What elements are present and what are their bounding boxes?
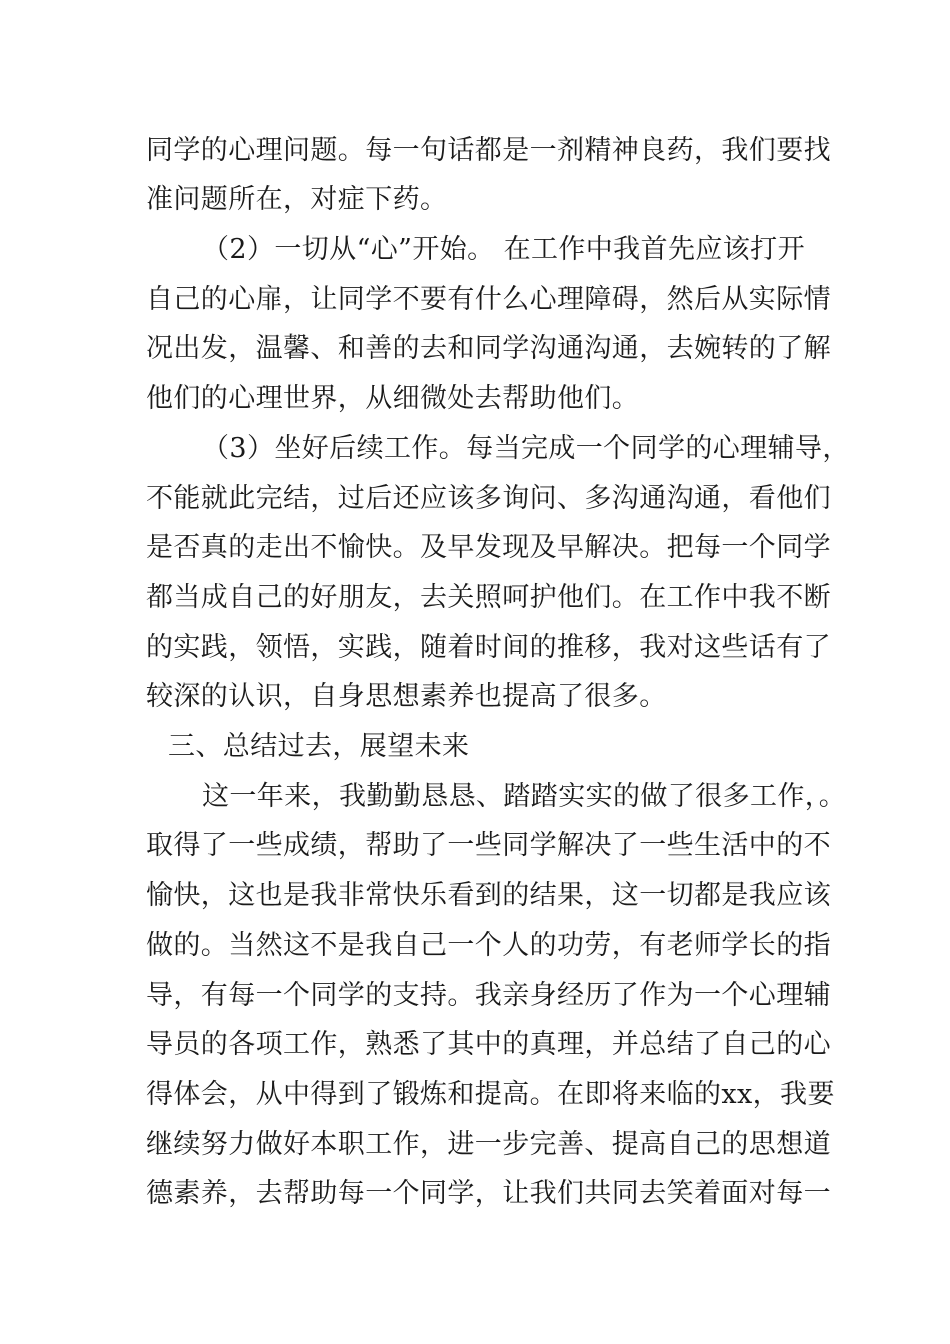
text-line: 导员的各项工作，熟悉了其中的真理，并总结了自己的心	[146, 1029, 831, 1060]
text-line: 同学的心理问题。每一句话都是一剂精神良药，我们要找	[146, 135, 831, 166]
text-line: 都当成自己的好朋友，去关照呵护他们。在工作中我不断	[146, 582, 831, 613]
text-line: 是否真的走出不愉快。及早发现及早解决。把每一个同学	[146, 532, 831, 563]
text-line: 德素养，去帮助每一个同学，让我们共同去笑着面对每一	[146, 1178, 831, 1209]
text-line: 愉快，这也是我非常快乐看到的结果，这一切都是我应该	[146, 880, 831, 911]
text-line: 自己的心扉，让同学不要有什么心理障碍，然后从实际情	[146, 284, 831, 315]
text-line: 继续努力做好本职工作，进一步完善、提高自己的思想道	[146, 1129, 831, 1160]
text-line: 较深的认识，自身思想素养也提高了很多。	[146, 681, 667, 712]
text-line: 况出发，温馨、和善的去和同学沟通沟通，去婉转的了解	[146, 333, 831, 364]
text-line: 得体会，从中得到了锻炼和提高。在即将来临的xx，我要	[146, 1079, 835, 1110]
text-line: 不能就此完结，过后还应该多询问、多沟通沟通，看他们	[146, 483, 831, 514]
text-line: 准问题所在，对症下药。	[146, 184, 448, 215]
text-line: （2）一切从“心”开始。 在工作中我首先应该打开	[202, 234, 805, 265]
text-line: 他们的心理世界，从细微处去帮助他们。	[146, 383, 640, 414]
text-line: 做的。当然这不是我自己一个人的功劳，有老师学长的指	[146, 930, 831, 961]
text-line: 这一年来，我勤勤恳恳、踏踏实实的做了很多工作，。	[202, 781, 847, 812]
text-line: （3）坐好后续工作。每当完成一个同学的心理辅导，	[202, 433, 850, 464]
text-line: 取得了一些成绩，帮助了一些同学解决了一些生活中的不	[146, 830, 831, 861]
text-line: 导，有每一个同学的支持。我亲身经历了作为一个心理辅	[146, 980, 831, 1011]
section-heading: 三、总结过去，展望未来	[168, 731, 470, 762]
text-line: 的实践，领悟，实践，随着时间的推移，我对这些话有了	[146, 632, 831, 663]
